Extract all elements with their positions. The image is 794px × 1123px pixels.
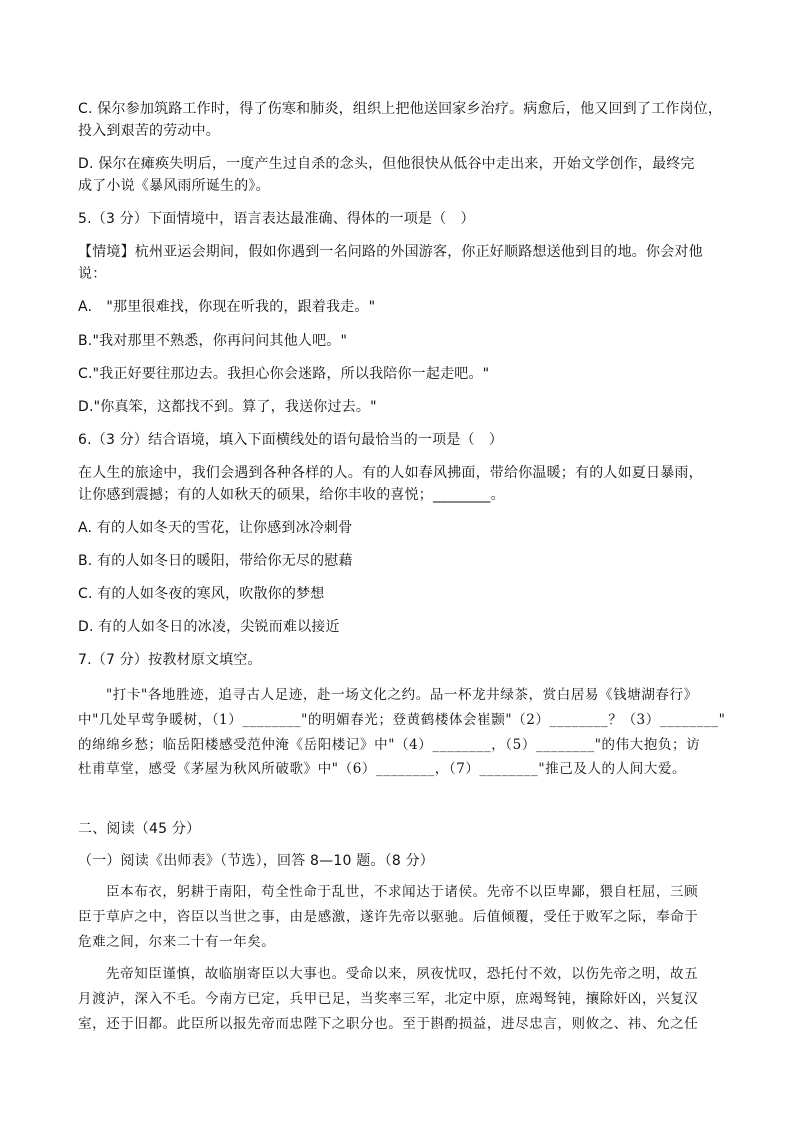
option-d-line2: 成了小说《暴风雨所诞生的》。 bbox=[78, 178, 270, 194]
q7-passage-line1: "打卡"各地胜迹，追寻古人足迹，赴一场文化之约。品一杯龙井绿茶，赏白居易《钱塘湖春行》 bbox=[106, 687, 698, 703]
q7-passage-line4: 杜甫草堂，感受《茅屋为秋风所破歌》中"（6）________，（7）________"推己及人的人间大爱。 bbox=[78, 761, 687, 777]
q6-option-b: B. 有的人如冬日的暖阳，带给你无尽的慰藉 bbox=[78, 553, 353, 569]
option-d-line1: D. 保尔在瘫痪失明后，一度产生过自杀的念头，但他很快从低谷中走出来，开始文学创作，最终完 bbox=[78, 156, 695, 172]
q5-option-c: C."我正好要往那边去。我担心你会迷路，所以我陪你一起走吧。" bbox=[78, 366, 490, 382]
q6-title: 6.（3 分）结合语境，填入下面横线处的语句最恰当的一项是（ ） bbox=[78, 432, 504, 448]
q6-option-d: D. 有的人如冬日的冰凌，尖锐而难以接近 bbox=[78, 619, 340, 635]
q7-passage-line3: 的绵绵乡愁；临岳阳楼感受范仲淹《岳阳楼记》中"（4）________，（5）________"的伟大抱负；访 bbox=[78, 737, 701, 753]
option-c-line1: C. 保尔参加筑路工作时，得了伤寒和肺炎，组织上把他送回家乡治疗。病愈后，他又回到了工作岗位， bbox=[78, 101, 723, 117]
q7-passage-line2: 中"几处早莺争暖树，（1）________"的明媚春光；登黄鹤楼体会崔颢"（2）________？（3）________" bbox=[78, 712, 726, 728]
chushibiao-p1-line1: 臣本布衣，躬耕于南阳，苟全性命于乱世，不求闻达于诸侯。先帝不以臣卑鄙，猥自枉屈，三顾 bbox=[106, 884, 699, 900]
section-heading: 二、阅读（45 分） bbox=[78, 821, 201, 837]
q5-context-line2: 说： bbox=[78, 266, 107, 282]
q5-option-b: B."我对那里不熟悉，你再问问其他人吧。" bbox=[78, 333, 348, 349]
chushibiao-p2-line2: 月渡泸，深入不毛。今南方已定，兵甲已足，当奖率三军，北定中原，庶竭驽钝，攘除奸凶，兴复汉 bbox=[78, 991, 699, 1007]
chushibiao-p2-line1: 先帝知臣谨慎，故临崩寄臣以大事也。受命以来，夙夜忧叹，恐托付不效，以伤先帝之明，故五 bbox=[106, 966, 699, 982]
q7-title: 7.（7 分）按教材原文填空。 bbox=[78, 652, 262, 668]
q5-context-line1: 【情境】杭州亚运会期间，假如你遇到一名问路的外国游客，你正好顺路想送他到目的地。你会对他 bbox=[78, 244, 703, 260]
option-c-line2: 投入到艰苦的劳动中。 bbox=[78, 123, 220, 139]
q5-title: 5.（3 分）下面情境中，语言表达最准确、得体的一项是（ ） bbox=[78, 211, 475, 227]
chushibiao-p2-line3: 室，还于旧都。此臣所以报先帝而忠陛下之职分也。至于斟酌损益，进尽忠言，则攸之、祎、允之任 bbox=[78, 1016, 699, 1032]
q5-option-d: D."你真笨，这都找不到。算了，我送你过去。" bbox=[78, 399, 377, 415]
chushibiao-p1-line2: 臣于草庐之中，咨臣以当世之事，由是感激，遂许先帝以驱驰。后值倾覆，受任于败军之际，奉命于 bbox=[78, 909, 699, 925]
chushibiao-p1-line3: 危难之间，尔来二十有一年矣。 bbox=[78, 934, 276, 950]
q6-passage-line2: 让你感到震撼；有的人如秋天的硕果，给你丰收的喜悦；________。 bbox=[78, 487, 505, 503]
q6-option-a: A. 有的人如冬天的雪花，让你感到冰冷刺骨 bbox=[78, 520, 353, 536]
q5-option-a: A. "那里很难找，你现在听我的，跟着我走。" bbox=[78, 299, 376, 315]
q6-passage-line1: 在人生的旅途中，我们会遇到各种各样的人。有的人如春风拂面，带给你温暖；有的人如夏日暴雨， bbox=[78, 465, 703, 481]
subsection-heading: （一）阅读《出师表》（节选），回答 8—10 题。（8 分） bbox=[78, 853, 434, 869]
q6-option-c: C. 有的人如冬夜的寒风，吹散你的梦想 bbox=[78, 586, 325, 602]
